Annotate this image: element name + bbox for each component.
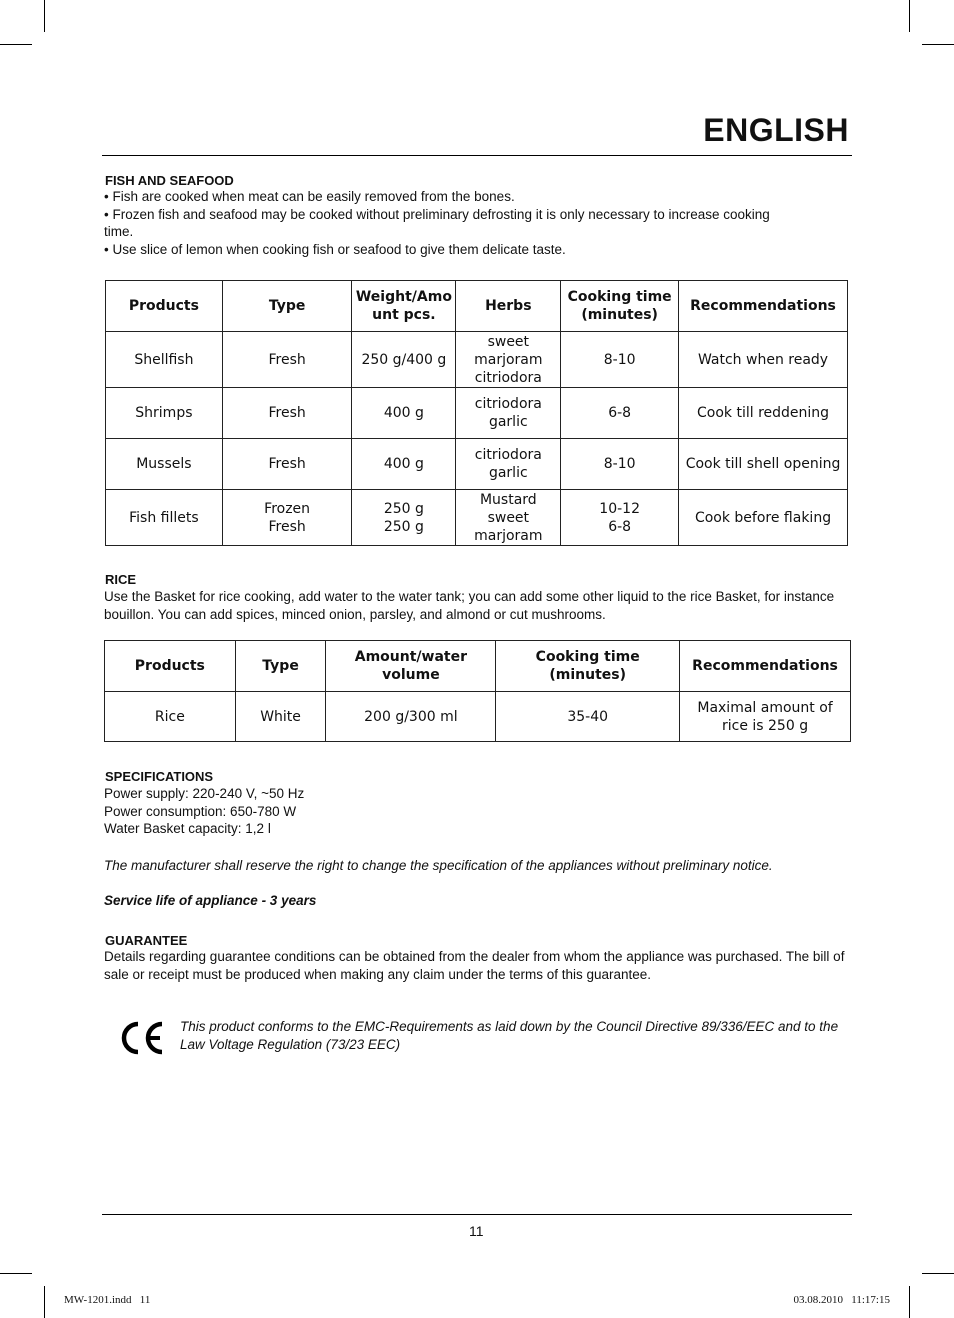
ce-text: This product conforms to the EMC-Requirements as laid down by the Council Directive 89/336/EEC and to the Law Voltage Regulation (73/23 EEC) [180,1019,839,1052]
table-cell: Fish fillets [106,490,223,546]
cell-line: Frozen [264,500,311,517]
page-title: ENGLISH [703,112,849,148]
crop-mark [0,44,32,45]
table-cell: Fresh [222,439,352,490]
bullet-text: • Frozen fish and seafood may be cooked without preliminary defrosting it is only necessary to increase cooking [104,206,770,222]
table-cell: Shellfish [106,332,223,388]
table-cell: Fresh [222,332,352,388]
cell-line: Mustard [479,491,537,508]
crop-mark [0,1273,32,1274]
timestamp: 03.08.2010 11:17:15 [793,1294,890,1306]
column-header: Products [106,281,223,332]
column-header: Type [222,281,352,332]
guarantee-text: Details regarding guarantee conditions can be obtained from the dealer from whom the appliance was purchased. The bill of sale or receipt must be produced when making any claim under the terms of this guarantee. [104,949,845,982]
specs-heading: SPECIFICATIONS [105,769,214,784]
specs-list [104,785,504,838]
column-header: Amount/water volume [326,641,496,692]
table-cell: Mussels [106,439,223,490]
column-header: Weight/Amo unt pcs. [352,281,456,332]
column-header: Type [235,641,326,692]
table-cell: 400 g [352,388,456,439]
table-row [106,439,848,490]
table-cell [352,490,456,546]
table-row [106,490,848,546]
crop-mark [909,0,910,32]
table-cell [561,490,679,546]
crop-mark [922,44,954,45]
column-header: Products [105,641,236,692]
crop-mark [909,1286,910,1318]
rice-text: Use the Basket for rice cooking, add water to the water tank; you can add some other liquid to the rice Basket, for instance bouillon. You can add spices, minced onion, parsley, and almond or cut mushrooms. [104,589,835,622]
crop-mark [44,1286,45,1318]
ce-mark-icon [118,1018,168,1058]
cell-line: garlic [488,414,528,430]
table-cell: Fresh [222,388,352,439]
table-cell: 35-40 [496,692,680,742]
cell-line: 250 g [383,500,424,517]
cell-line: 10-12 [599,500,640,517]
fish-table [105,280,848,546]
cell-line: Fresh [268,518,306,535]
cell-line: 6-8 [608,518,632,535]
rice-table [104,640,851,742]
table-cell: 6-8 [561,388,679,439]
service-life: Service life of appliance - 3 years [104,893,317,908]
spec-line: Water Basket capacity: 1,2 l [104,821,271,836]
table-cell: 8-10 [561,439,679,490]
table-cell [456,388,561,439]
table-cell [222,490,352,546]
cell-line: garlic [488,465,528,481]
table-row [105,692,851,742]
column-header: Cooking time (minutes) [561,281,679,332]
column-header: Herbs [456,281,561,332]
crop-mark [44,0,45,32]
table-cell: Cook before flaking [679,490,848,546]
fish-bullets [104,188,854,258]
table-cell: Cook till shell opening [679,439,848,490]
cell-line: 250 g [383,518,424,535]
file-slug: MW-1201.indd 11 [64,1294,151,1306]
table-cell: Shrimps [106,388,223,439]
table-cell: 200 g/300 ml [326,692,496,742]
table-cell: Maximal amount of rice is 250 g [680,692,851,742]
cell-line: marjoram [474,351,543,368]
manufacturer-notice: The manufacturer shall reserve the right to change the specification of the appliances without preliminary notice. [104,858,773,873]
spec-line: Power consumption: 650-780 W [104,803,297,819]
table-cell [456,439,561,490]
table-cell: 400 g [352,439,456,490]
spec-line: Power supply: 220-240 V, ~50 Hz [104,786,305,801]
bullet-text: time. [104,224,134,239]
table-cell: Watch when ready [679,332,848,388]
cell-line: sweet [487,509,530,526]
table-cell: Rice [105,692,236,742]
table-cell [456,332,561,388]
table-row [106,388,848,439]
cell-line: marjoram [474,527,543,544]
cell-line: sweet [487,333,530,350]
table-cell [456,490,561,546]
table-cell: White [235,692,326,742]
rice-heading: RICE [105,572,137,587]
table-row [106,332,848,388]
table-cell: Cook till reddening [679,388,848,439]
header-rule [102,155,852,156]
cell-line: citriodora [474,369,542,386]
table-cell: 8-10 [561,332,679,388]
bullet-text: • Use slice of lemon when cooking fish or seafood to give them delicate taste. [104,241,566,257]
column-header: Recommendations [680,641,851,692]
crop-mark [922,1273,954,1274]
footer-rule [102,1214,852,1215]
bullet-text: • Fish are cooked when meat can be easily removed from the bones. [104,189,515,204]
page-number: 11 [469,1223,484,1239]
table-cell: 250 g/400 g [352,332,456,388]
cell-line: citriodora [474,447,542,463]
guarantee-heading: GUARANTEE [105,933,188,948]
column-header: Cooking time (minutes) [496,641,680,692]
fish-heading: FISH AND SEAFOOD [105,173,234,188]
column-header: Recommendations [679,281,848,332]
cell-line: citriodora [474,396,542,412]
